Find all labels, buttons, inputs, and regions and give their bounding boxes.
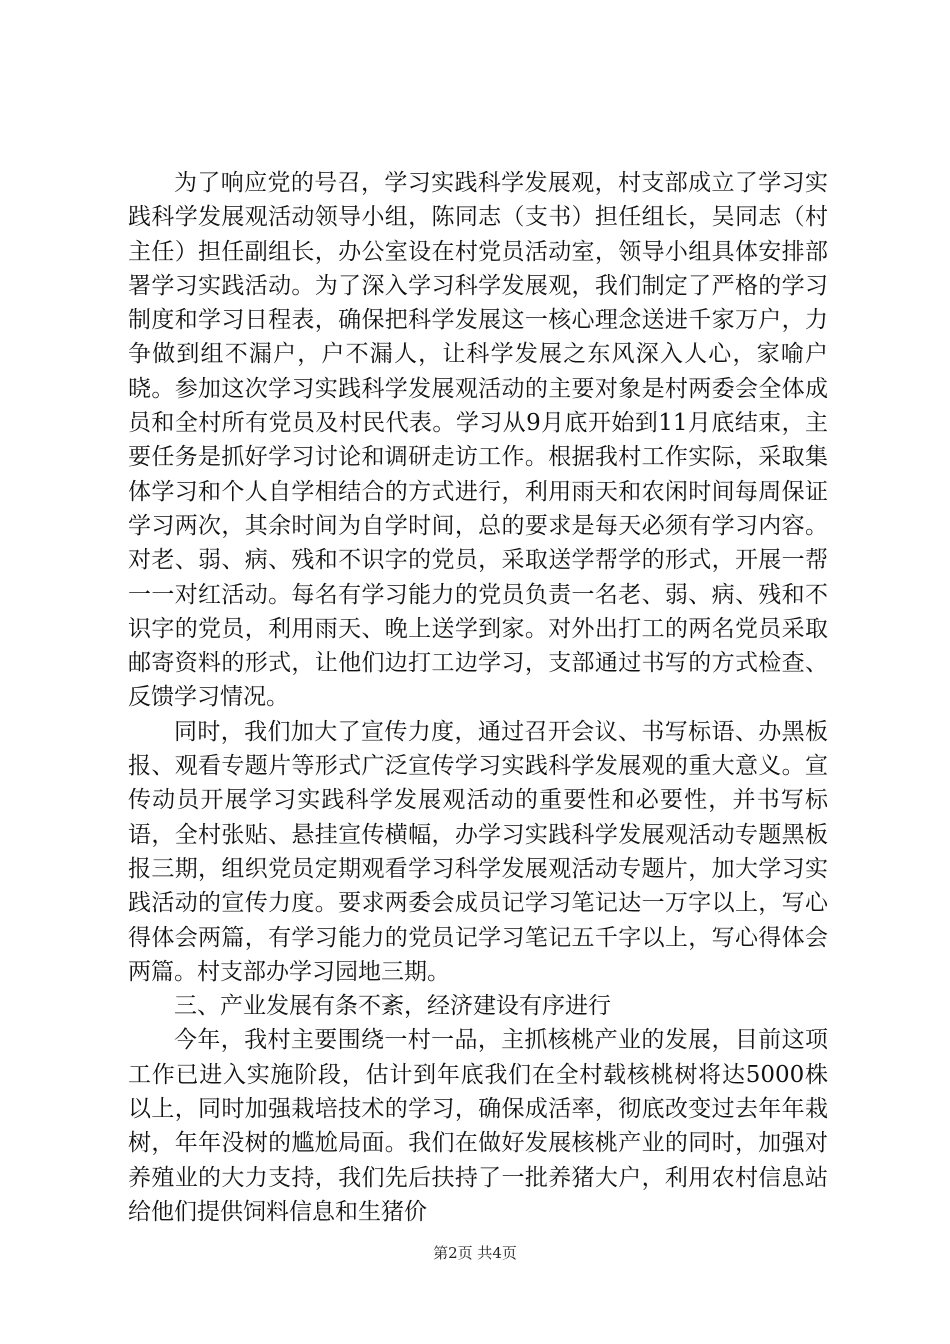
document-body — [128, 166, 828, 1229]
paragraph-study-organization: 为了响应党的号召，学习实践科学发展观，村支部成立了学习实践科学发展观活动领导小组，陈同志（支书）担任组长，吴同志（村主任）担任副组长，办公室设在村党员活动室，领导小组具体安排部署学习实践活动。为了深入学习科学发展观，我们制定了严格的学习制度和学习日程表，确保把科学发展这一核心理念送进千家万户，力争做到组不漏户，户不漏人，让科学发展之东风深入人心，家喻户晓。参加这次学习实践科学发展观活动的主要对象是村两委会全体成员和全村所有党员及村民代表。学习从9月底开始到11月底结束，主要任务是抓好学习讨论和调研走访工作。根据我村工作实际，采取集体学习和个人自学相结合的方式进行，利用雨天和农闲时间每周保证学习两次，其余时间为自学时间，总的要求是每天必须有学习内容。对老、弱、病、残和不识字的党员，采取送学帮学的形式，开展一帮一一对红活动。每名有学习能力的党员负责一名老、弱、病、残和不识字的党员，利用雨天、晚上送学到家。对外出打工的两名党员采取邮寄资料的形式，让他们边打工边学习，支部通过书写的方式检查、反馈学习情况。 — [128, 170, 828, 711]
page-footer: 第2页 共4页 — [433, 1244, 517, 1262]
paragraph-publicity: 同时，我们加大了宣传力度，通过召开会议、书写标语、办黑板报、观看专题片等形式广泛宣传学习实践科学发展观的重大意义。宣传动员开展学习实践科学发展观活动的重要性和必要性，并书写标语，全村张贴、悬挂宣传横幅，办学习实践科学发展观活动专题黑板报三期，组织党员定期观看学习科学发展观活动专题片，加大学习实践活动的宣传力度。要求两委会成员记学习笔记达一万字以上，写心得体会两篇，有学习能力的党员记学习笔记五千字以上，写心得体会两篇。村支部办学习园地三期。 — [128, 718, 828, 985]
section-heading: 三、产业发展有条不紊，经济建设有序进行 — [174, 993, 611, 1020]
paragraph-industry: 今年，我村主要围绕一村一品，主抓核桃产业的发展，目前这项工作已进入实施阶段，估计到年底我们在全村载核桃树将达5000株以上，同时加强栽培技术的学习，确保成活率，彻底改变过去年年栽树，年年没树的尴尬局面。我们在做好发展核桃产业的同时，加强对养殖业的大力支持，我们先后扶持了一批养猪大户，利用农村信息站给他们提供饲料信息和生猪价 — [128, 1027, 828, 1225]
